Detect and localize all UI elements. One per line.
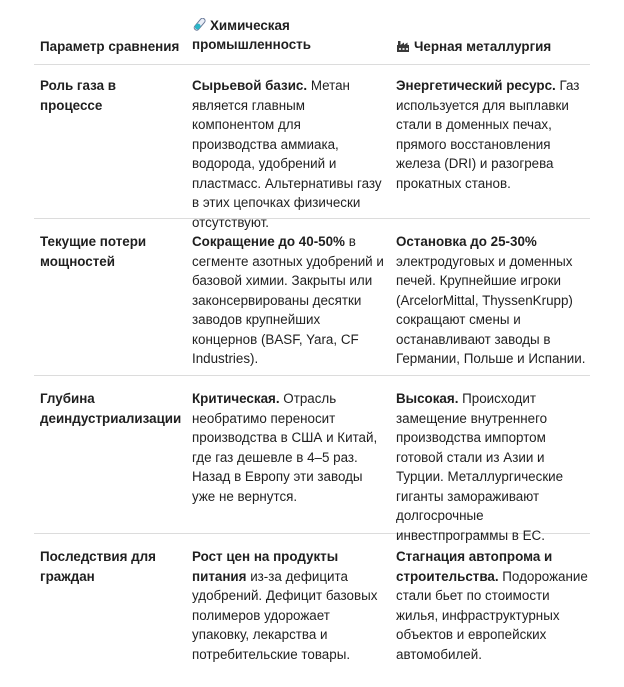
row-param: Текущие потери мощностей — [40, 234, 147, 269]
factory-icon — [396, 39, 410, 53]
row-chemical-text: Отрасль необратимо переносит производства в США и Китай, где газ дешевле в 4–5 раз. Назад в Европу эти заводы уже не вернутся. — [192, 391, 378, 504]
row-chemical-bold: Критическая. — [192, 391, 280, 406]
comparison-table — [34, 0, 590, 684]
header-metallurgy-label: Черная металлургия — [414, 39, 552, 54]
header-chemical — [192, 16, 384, 54]
row-metallurgy-bold: Высокая. — [396, 391, 459, 406]
row-chemical-text: из-за дефицита удобрений. Дефицит базовых полимеров удорожает упаковку, лекарства и потребительские товары. — [192, 568, 378, 662]
header-metallurgy — [396, 37, 588, 56]
row-metallurgy-text: электродуговых и доменных печей. Крупнейшие игроки (ArcelorMittal, ThyssenKrupp) сокращают смены и останавливают заводы в Германии, Польше и Испании. — [396, 253, 586, 366]
table-row — [34, 65, 590, 230]
row-metallurgy-bold: Остановка до 25-30% — [396, 234, 537, 249]
row-metallurgy-text: Подорожание стали бьет по стоимости жилья, инфраструктурных объектов и европейских автомобилей. — [396, 568, 588, 662]
row-chemical-cell — [192, 76, 384, 232]
row-param: Глубина деиндустриализации — [40, 391, 182, 426]
header-chemical-label: Химическая промышленность — [192, 18, 311, 52]
row-metallurgy-cell — [396, 76, 588, 193]
table-row — [34, 219, 590, 376]
row-chemical-text: в сегменте азотных удобрений и базовой химии. Закрыты или законсервированы десятки заводов крупнейших концернов (BASF, Yara, CF Industries). — [192, 234, 384, 366]
row-metallurgy-bold: Стагнация автопрома и строительства. — [396, 549, 553, 584]
row-metallurgy-cell — [396, 232, 588, 369]
row-param: Роль газа в процессе — [40, 78, 116, 113]
row-chemical-cell — [192, 232, 384, 369]
row-chemical-cell — [192, 389, 384, 506]
row-param: Последствия для граждан — [40, 549, 156, 584]
row-chemical-bold: Рост цен на продукты питания — [192, 549, 339, 584]
row-metallurgy-text: Газ используется для выплавки стали в доменных печах, прямого восстановления железа (DRI) и разогрева прокатных станов. — [396, 78, 580, 191]
row-chemical-text: Метан является главным компонентом для производства аммиака, водорода, удобрений и пластмасс. Альтернативы газу в этих цепочках физически отсутствуют. — [192, 78, 382, 230]
row-metallurgy-cell — [396, 389, 588, 545]
table-row — [34, 534, 590, 684]
test-tube-icon — [192, 18, 206, 32]
table-header-row — [34, 0, 590, 65]
row-chemical-bold: Сокращение до 40-50% — [192, 234, 345, 249]
row-chemical-bold: Сырьевой базис. — [192, 78, 308, 93]
row-chemical-cell — [192, 547, 384, 664]
header-param: Параметр сравнения — [40, 39, 180, 54]
row-metallurgy-cell — [396, 547, 588, 664]
row-metallurgy-text: Происходит замещение внутреннего производства импортом готовой стали из Азии и Турции. Металлургические гиганты замораживают долгосрочные инвестпрограммы в ЕС. — [396, 391, 564, 543]
row-metallurgy-bold: Энергетический ресурс. — [396, 78, 556, 93]
table-row — [34, 376, 590, 543]
